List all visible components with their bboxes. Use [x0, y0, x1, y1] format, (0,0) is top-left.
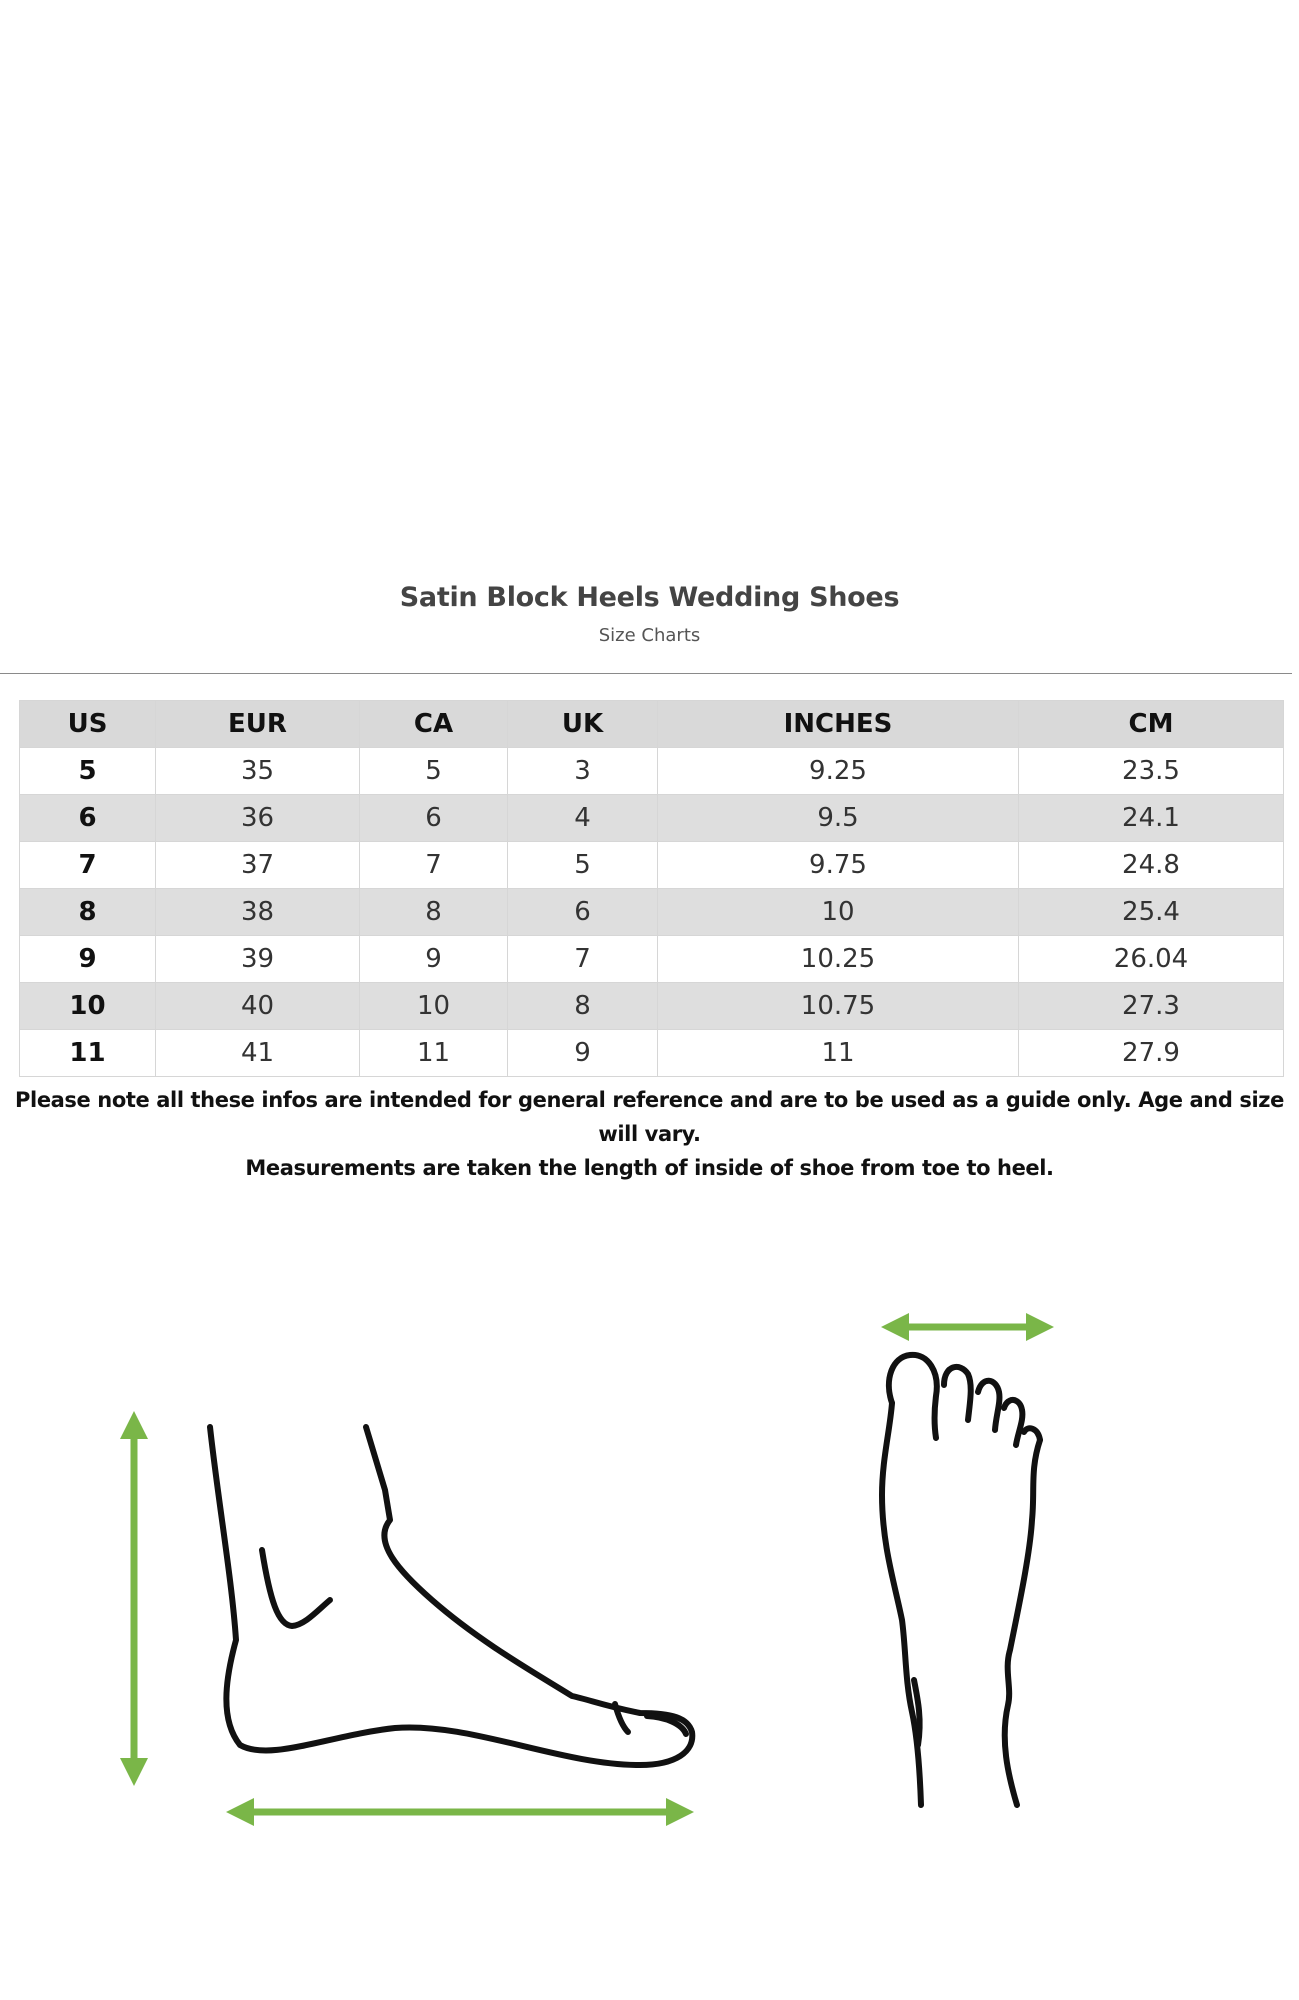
- cell-uk: 3: [508, 748, 658, 795]
- cell-inches: 10: [658, 889, 1019, 936]
- cell-us: 9: [20, 936, 156, 983]
- cell-ca: 11: [360, 1030, 508, 1077]
- cell-cm: 23.5: [1019, 748, 1284, 795]
- cell-uk: 7: [508, 936, 658, 983]
- column-header-inches: INCHES: [658, 701, 1019, 748]
- cell-inches: 10.75: [658, 983, 1019, 1030]
- cell-eur: 37: [156, 842, 360, 889]
- cell-uk: 4: [508, 795, 658, 842]
- cell-inches: 9.25: [658, 748, 1019, 795]
- cell-us: 5: [20, 748, 156, 795]
- cell-ca: 5: [360, 748, 508, 795]
- cell-us: 7: [20, 842, 156, 889]
- cell-cm: 26.04: [1019, 936, 1284, 983]
- disclaimer-line-1: Please note all these infos are intended for general reference and are to be used as a guide only. Age and size will vary.: [15, 1088, 1284, 1146]
- cell-eur: 38: [156, 889, 360, 936]
- column-header-us: US: [20, 701, 156, 748]
- cell-inches: 11: [658, 1030, 1019, 1077]
- page-title: Satin Block Heels Wedding Shoes: [399, 582, 900, 613]
- cell-uk: 8: [508, 983, 658, 1030]
- cell-us: 8: [20, 889, 156, 936]
- column-header-uk: UK: [508, 701, 658, 748]
- cell-cm: 27.3: [1019, 983, 1284, 1030]
- cell-ca: 8: [360, 889, 508, 936]
- cell-ca: 9: [360, 936, 508, 983]
- cell-uk: 6: [508, 889, 658, 936]
- cell-ca: 10: [360, 983, 508, 1030]
- cell-eur: 41: [156, 1030, 360, 1077]
- cell-ca: 6: [360, 795, 508, 842]
- cell-ca: 7: [360, 842, 508, 889]
- page-subtitle: Size Charts: [598, 625, 701, 646]
- cell-cm: 24.1: [1019, 795, 1284, 842]
- column-header-eur: EUR: [156, 701, 360, 748]
- cell-us: 10: [20, 983, 156, 1030]
- cell-uk: 9: [508, 1030, 658, 1077]
- cell-eur: 36: [156, 795, 360, 842]
- cell-cm: 25.4: [1019, 889, 1284, 936]
- cell-cm: 24.8: [1019, 842, 1284, 889]
- cell-eur: 40: [156, 983, 360, 1030]
- cell-inches: 9.75: [658, 842, 1019, 889]
- cell-eur: 39: [156, 936, 360, 983]
- foot-side-outline-icon: [210, 1427, 692, 1765]
- cell-eur: 35: [156, 748, 360, 795]
- cell-us: 11: [20, 1030, 156, 1077]
- column-header-cm: CM: [1019, 701, 1284, 748]
- cell-cm: 27.9: [1019, 1030, 1284, 1077]
- cell-uk: 5: [508, 842, 658, 889]
- column-header-ca: CA: [360, 701, 508, 748]
- disclaimer-line-2: Measurements are taken the length of inside of shoe from toe to heel.: [245, 1156, 1054, 1180]
- foot-top-outline-icon: [882, 1355, 1040, 1805]
- cell-inches: 9.5: [658, 795, 1019, 842]
- cell-us: 6: [20, 795, 156, 842]
- cell-inches: 10.25: [658, 936, 1019, 983]
